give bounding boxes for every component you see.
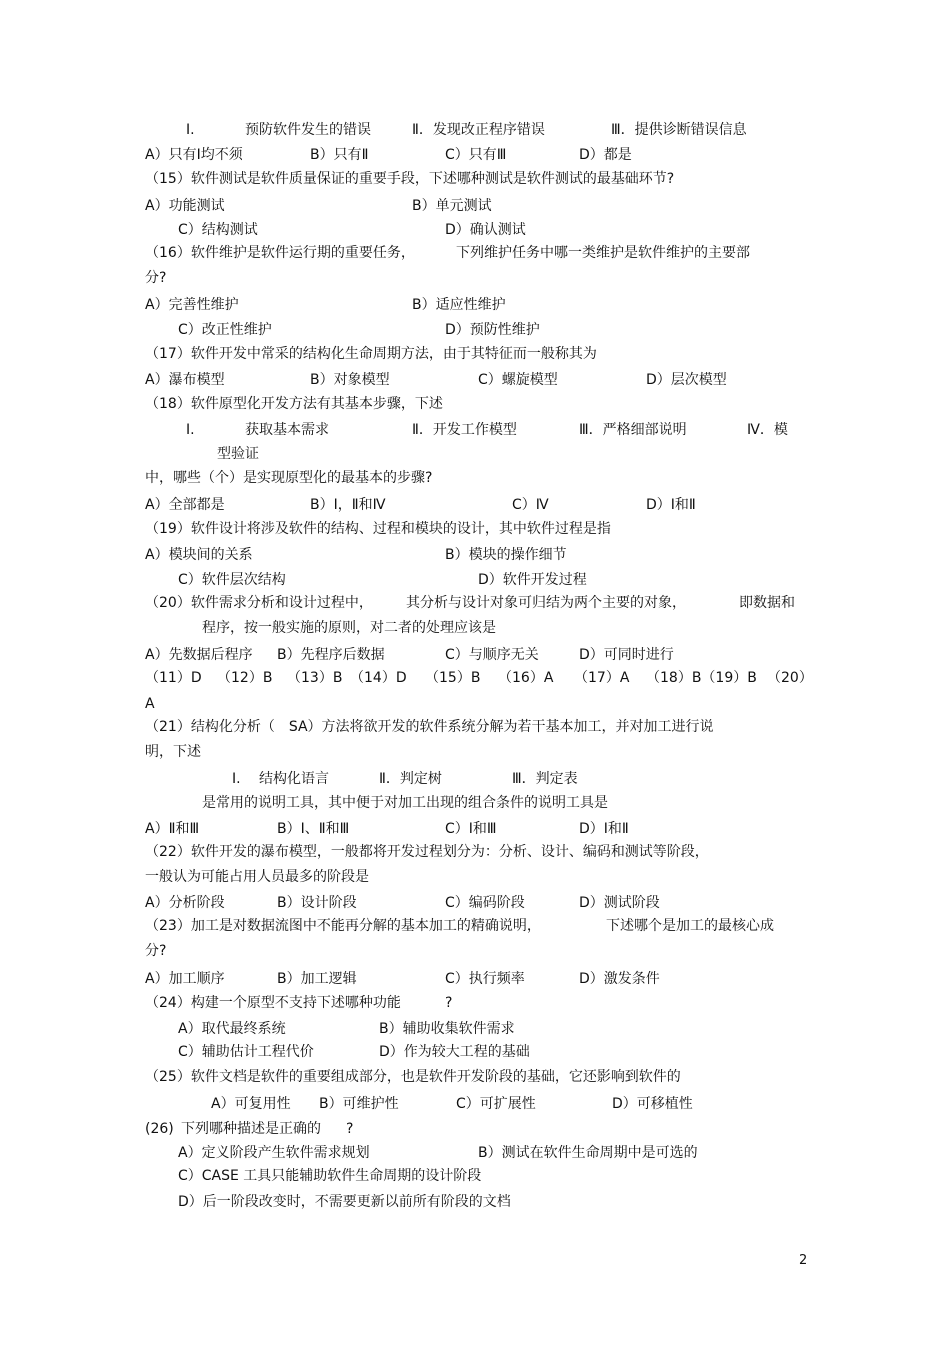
- text: C）结构测试: [178, 222, 258, 238]
- text: C）CASE 工具只能辅助软件生命周期的设计阶段: [178, 1168, 482, 1184]
- page-number: 2: [799, 1253, 808, 1268]
- answer-key: （14）D: [350, 670, 407, 686]
- text: I.: [232, 771, 241, 787]
- text: A）模块间的关系: [145, 547, 253, 563]
- answer-key: （12）B: [217, 670, 273, 686]
- text: A）只有Ⅰ均不须: [145, 147, 243, 163]
- text: B）只有Ⅱ: [310, 147, 369, 163]
- question-text: 其分析与设计对象可归结为两个主要的对象，: [406, 595, 686, 611]
- text: B）Ⅰ，Ⅱ和Ⅳ: [310, 497, 386, 513]
- text: A）Ⅱ和Ⅲ: [145, 821, 200, 837]
- question-text: （17）软件开发中常采的结构化生命周期方法，由于其特征而一般称其为: [145, 346, 597, 362]
- question-text: 分?: [145, 270, 167, 286]
- answer-key: （17）A: [574, 670, 630, 686]
- text: D）后一阶段改变时，不需要更新以前所有阶段的文档: [178, 1194, 511, 1210]
- text: C）Ⅳ: [512, 497, 549, 513]
- question-text: 明，下述: [145, 744, 201, 760]
- question-text: （25）软件文档是软件的重要组成部分，也是软件开发阶段的基础，它还影响到软件的: [145, 1069, 681, 1085]
- question-text: （22）软件开发的瀑布模型，一般都将开发过程划分为：分析、设计、编码和测试等阶段，: [145, 844, 709, 860]
- text: B）加工逻辑: [277, 971, 357, 987]
- answer-key: （13）B: [287, 670, 343, 686]
- text: Ⅲ．提供诊断错误信息: [611, 122, 747, 138]
- question-text: (26): [145, 1121, 174, 1137]
- text: 是常用的说明工具，其中便于对加工出现的组合条件的说明工具是: [202, 795, 608, 811]
- question-text: （18）软件原型化开发方法有其基本步骤，下述: [145, 396, 443, 412]
- text: I.: [186, 122, 195, 138]
- answer-key: （15）B: [425, 670, 481, 686]
- text: B）模块的操作细节: [445, 547, 567, 563]
- question-text: 下列哪种描述是正确的: [181, 1121, 321, 1137]
- answer-key: （20）: [767, 670, 813, 686]
- text: C）只有Ⅲ: [445, 147, 507, 163]
- text: A）可复用性: [211, 1096, 291, 1112]
- text: A）完善性维护: [145, 297, 239, 313]
- answer-key: （18）B（19）B: [646, 670, 757, 686]
- question-text: 一般认为可能占用人员最多的阶段是: [145, 869, 369, 885]
- question-text: （20）软件需求分析和设计过程中，: [145, 595, 373, 611]
- text: B）设计阶段: [277, 895, 357, 911]
- text: Ⅱ．发现改正程序错误: [412, 122, 545, 138]
- text: B）单元测试: [412, 198, 492, 214]
- text: C）编码阶段: [445, 895, 525, 911]
- question-text: （24）构建一个原型不支持下述哪种功能: [145, 995, 401, 1011]
- answer-key: A: [145, 696, 155, 712]
- text: D）Ⅰ和Ⅱ: [579, 821, 629, 837]
- text: D）激发条件: [579, 971, 660, 987]
- answer-key: （16）A: [498, 670, 554, 686]
- question-text: 即数据和: [739, 595, 795, 611]
- question-text: （19）软件设计将涉及软件的结构、过程和模块的设计，其中软件过程是指: [145, 521, 611, 537]
- question-text: 中，哪些（个）是实现原型化的最基本的步骤?: [145, 470, 433, 486]
- question-text: （16）软件维护是软件运行期的重要任务，: [145, 245, 415, 261]
- question-text: （15）软件测试是软件质量保证的重要手段，下述哪种测试是软件测试的最基础环节?: [145, 171, 675, 187]
- text: A）全部都是: [145, 497, 225, 513]
- text: B）先程序后数据: [277, 647, 385, 663]
- question-text: 下述哪个是加工的最核心成: [606, 918, 774, 934]
- text: D）Ⅰ和Ⅱ: [646, 497, 696, 513]
- text: D）确认测试: [445, 222, 526, 238]
- text: B）适应性维护: [412, 297, 506, 313]
- text: D）可移植性: [612, 1096, 693, 1112]
- text: A）先数据后程序: [145, 647, 253, 663]
- text: D）软件开发过程: [478, 572, 587, 588]
- question-text: 分?: [145, 943, 167, 959]
- question-text: （23）加工是对数据流图中不能再分解的基本加工的精确说明，: [145, 918, 541, 934]
- question-text: （21）结构化分析（ SA）方法将欲开发的软件系统分解为若干基本加工，并对加工进行说: [145, 719, 714, 735]
- text: B）可维护性: [319, 1096, 399, 1112]
- text: C）与顺序无关: [445, 647, 539, 663]
- text: C）可扩展性: [456, 1096, 536, 1112]
- question-text: ?: [346, 1121, 354, 1137]
- text: Ⅱ．判定树: [379, 771, 442, 787]
- text: B）辅助收集软件需求: [379, 1021, 515, 1037]
- text: A）瀑布模型: [145, 372, 225, 388]
- text: C）改正性维护: [178, 322, 272, 338]
- text: Ⅲ．严格细部说明: [579, 422, 687, 438]
- text: C）辅助估计工程代价: [178, 1044, 314, 1060]
- text: B）对象模型: [310, 372, 390, 388]
- text: 预防软件发生的错误: [245, 122, 371, 138]
- question-text: ?: [445, 995, 453, 1011]
- text: C）执行频率: [445, 971, 525, 987]
- text: C）Ⅰ和Ⅲ: [445, 821, 497, 837]
- text: D）可同时进行: [579, 647, 674, 663]
- question-text: 下列维护任务中哪一类维护是软件维护的主要部: [456, 245, 750, 261]
- text: A）定义阶段产生软件需求规划: [178, 1145, 370, 1161]
- text: B）Ⅰ、Ⅱ和Ⅲ: [277, 821, 350, 837]
- text: D）预防性维护: [445, 322, 540, 338]
- text: D）层次模型: [646, 372, 727, 388]
- text: A）取代最终系统: [178, 1021, 286, 1037]
- text: 结构化语言: [259, 771, 329, 787]
- text: D）作为较大工程的基础: [379, 1044, 530, 1060]
- text: Ⅱ．开发工作模型: [412, 422, 517, 438]
- text: D）都是: [579, 147, 632, 163]
- answer-key: （11）D: [145, 670, 202, 686]
- text: Ⅲ．判定表: [512, 771, 578, 787]
- text: A）功能测试: [145, 198, 225, 214]
- question-text: 程序，按一般实施的原则，对二者的处理应该是: [202, 620, 496, 636]
- text: A）分析阶段: [145, 895, 225, 911]
- text: C）螺旋模型: [478, 372, 558, 388]
- text: I.: [186, 422, 195, 438]
- text: C）软件层次结构: [178, 572, 286, 588]
- text: D）测试阶段: [579, 895, 660, 911]
- text: A）加工顺序: [145, 971, 225, 987]
- text: 型验证: [217, 446, 259, 462]
- text: Ⅳ．模: [747, 422, 788, 438]
- text: 获取基本需求: [245, 422, 329, 438]
- text: B）测试在软件生命周期中是可选的: [478, 1145, 698, 1161]
